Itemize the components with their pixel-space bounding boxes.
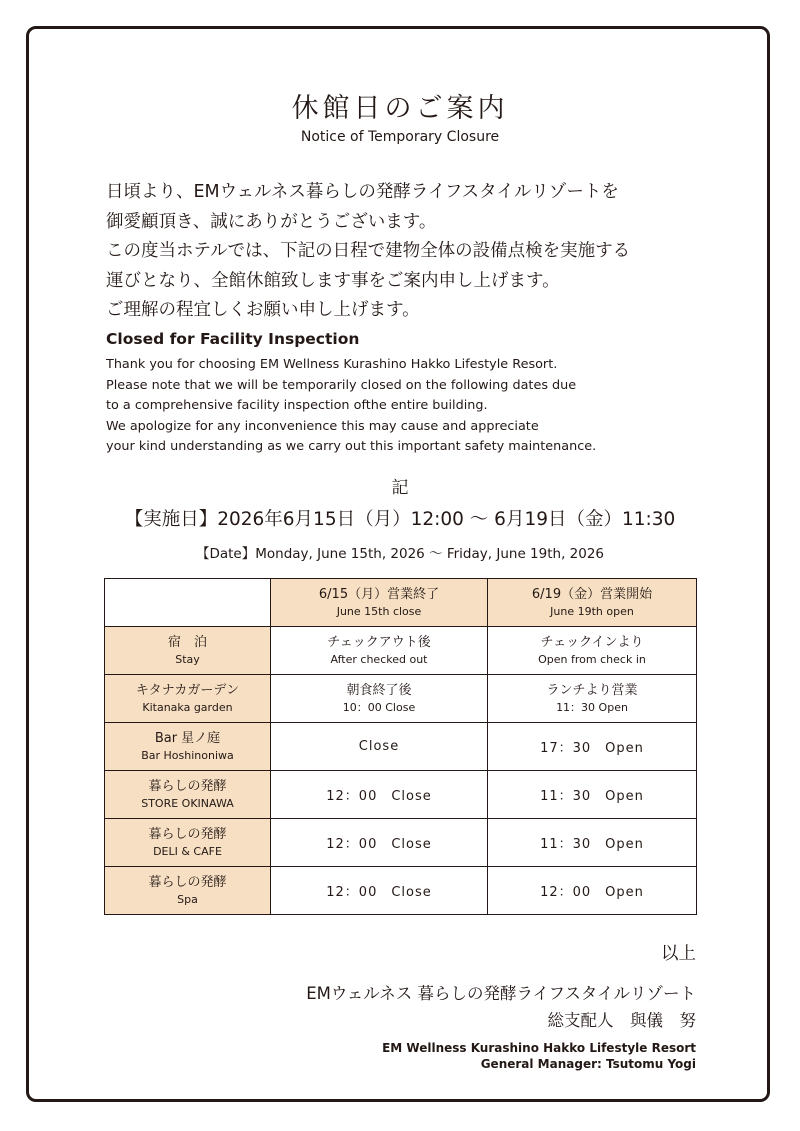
open-text-en: 11：30 Open xyxy=(556,701,628,714)
signature-org-jp: EMウェルネス 暮らしの発酵ライフスタイルリゾート xyxy=(306,984,696,1003)
table-row xyxy=(105,723,697,771)
facility-name-jp: 宿 泊 xyxy=(167,635,207,650)
close-cell: 12：00 Close xyxy=(271,819,488,867)
facility-name-jp: Bar 星ノ庭 xyxy=(154,731,221,746)
table-row xyxy=(105,627,697,675)
open-cell xyxy=(488,675,697,723)
en-line: to a comprehensive facility inspection ofthe entire building. xyxy=(106,398,488,413)
jp-line: 運びとなり、全館休館致します事をご案内申し上げます。 xyxy=(106,270,560,291)
row-facility-cell xyxy=(105,675,271,723)
page-subtitle: Notice of Temporary Closure xyxy=(300,129,500,145)
open-text-en: Open from check in xyxy=(538,653,646,666)
facility-name-jp: 暮らしの発酵 xyxy=(148,779,227,794)
jp-line: 御愛顧頂き、誠にありがとうございます。 xyxy=(106,211,437,232)
close-cell xyxy=(271,675,488,723)
table-row xyxy=(105,819,697,867)
close-text-jp: 朝食終了後 xyxy=(346,683,412,698)
open-text-jp: チェックインより xyxy=(540,635,644,650)
header-open-en: June 19th open xyxy=(550,605,634,618)
signature-org-en: EM Wellness Kurashino Hakko Lifestyle Resort xyxy=(382,1041,696,1055)
facility-name-en: Bar Hoshinoniwa xyxy=(141,749,234,762)
jp-line: この度当ホテルでは、下記の日程で建物全体の設備点検を実施する xyxy=(106,241,631,261)
facility-name-en: Kitanaka garden xyxy=(142,701,233,714)
signature-name-jp: 総支配人 與儀 努 xyxy=(547,1011,696,1030)
jp-line: ご理解の程宜しくお願い申し上げます。 xyxy=(106,300,420,320)
english-heading: Closed for Facility Inspection xyxy=(106,330,360,348)
ki-mark: 記 xyxy=(391,478,409,498)
japanese-notice-body xyxy=(106,178,726,326)
closure-date-en: 【Date】Monday, June 15th, 2026 〜 Friday, June 19th, 2026 xyxy=(195,546,605,562)
en-line: your kind understanding as we carry out this important safety maintenance. xyxy=(106,439,597,454)
facility-name-en: Stay xyxy=(175,653,200,666)
closing-mark: 以上 xyxy=(661,944,696,964)
open-cell: 17：30 Open xyxy=(488,723,697,771)
table-row xyxy=(105,771,697,819)
open-cell xyxy=(488,627,697,675)
header-close-cell xyxy=(271,579,488,627)
header-close-jp: 6/15（月）営業終了 xyxy=(318,587,440,602)
en-line: Thank you for choosing EM Wellness Kurashino Hakko Lifestyle Resort. xyxy=(106,357,558,372)
facility-name-en: Spa xyxy=(177,893,198,906)
facility-name-jp: キタナカガーデン xyxy=(135,683,240,698)
schedule-table xyxy=(104,578,697,915)
close-cell: 12：00 Close xyxy=(271,867,488,915)
open-cell: 11：30 Open xyxy=(488,819,697,867)
en-line: Please note that we will be temporarily closed on the following dates due xyxy=(106,377,577,393)
row-facility-cell xyxy=(105,723,271,771)
page-title: 休館日のご案内 xyxy=(291,93,509,124)
close-cell: Close xyxy=(271,723,488,771)
row-facility-cell xyxy=(105,819,271,867)
table-corner-cell xyxy=(105,579,271,627)
english-notice-body xyxy=(106,355,726,458)
table-header-row xyxy=(105,579,697,627)
row-facility-cell xyxy=(105,867,271,915)
closure-date-jp: 【実施日】2026年6月15日（月）12:00 〜 6月19日（金）11:30 xyxy=(124,509,676,530)
jp-line: 日頃より、EMウェルネス暮らしの発酵ライフスタイルリゾートを xyxy=(106,182,619,202)
close-text-en: After checked out xyxy=(330,653,428,666)
facility-name-jp: 暮らしの発酵 xyxy=(148,827,227,842)
table-row xyxy=(105,675,697,723)
facility-name-en: STORE OKINAWA xyxy=(141,797,234,810)
row-facility-cell xyxy=(105,627,271,675)
signature-name-en: General Manager: Tsutomu Yogi xyxy=(480,1057,696,1071)
close-text-jp: チェックアウト後 xyxy=(327,635,431,650)
en-line: We apologize for any inconvenience this may cause and appreciate xyxy=(106,418,539,434)
close-text-en: 10：00 Close xyxy=(342,701,416,714)
header-close-en: June 15th close xyxy=(336,605,422,618)
facility-name-en: DELI & CAFE xyxy=(153,845,222,858)
close-cell: 12：00 Close xyxy=(271,771,488,819)
open-cell: 11：30 Open xyxy=(488,771,697,819)
facility-name-jp: 暮らしの発酵 xyxy=(148,875,227,890)
open-text-jp: ランチより営業 xyxy=(546,683,638,698)
close-cell xyxy=(271,627,488,675)
row-facility-cell xyxy=(105,771,271,819)
header-open-jp: 6/19（金）営業開始 xyxy=(531,587,653,602)
table-row xyxy=(105,867,697,915)
open-cell: 12：00 Open xyxy=(488,867,697,915)
header-open-cell xyxy=(488,579,697,627)
